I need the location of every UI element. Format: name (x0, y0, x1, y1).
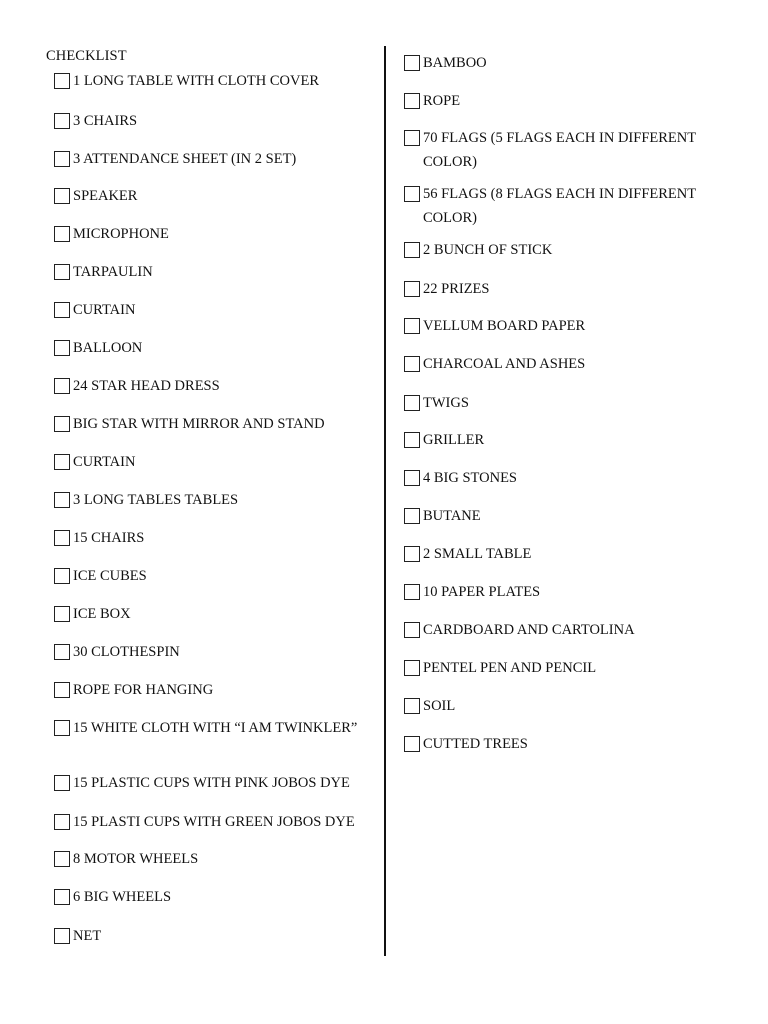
checklist-item[interactable] (54, 927, 382, 948)
checklist-item-label: CHARCOAL AND ASHES (423, 356, 586, 372)
checklist-item-label: SPEAKER (73, 188, 138, 204)
checklist-item[interactable] (54, 339, 382, 360)
checkbox[interactable] (54, 73, 70, 89)
checkbox[interactable] (54, 188, 70, 204)
checkbox[interactable] (54, 340, 70, 356)
checklist-item-label: BALLOON (73, 340, 143, 356)
checklist-item-label: 22 PRIZES (423, 281, 490, 297)
checklist-item-label: 15 PLASTI CUPS WITH GREEN JOBOS DYE (73, 814, 355, 830)
checkbox[interactable] (54, 568, 70, 584)
checklist-item-label: BIG STAR WITH MIRROR AND STAND (73, 416, 325, 432)
checkbox[interactable] (404, 660, 420, 676)
checklist-item-label: ROPE FOR HANGING (73, 682, 214, 698)
checklist-item[interactable] (404, 54, 724, 75)
checkbox[interactable] (54, 302, 70, 318)
checklist-item-label: 3 ATTENDANCE SHEET (IN 2 SET) (73, 151, 297, 167)
checklist-item-label: 15 WHITE CLOTH WITH “I AM TWINKLER” (73, 720, 358, 736)
checkbox[interactable] (404, 395, 420, 411)
checklist-item[interactable] (404, 185, 724, 230)
checklist-item[interactable] (404, 355, 724, 376)
column-divider (384, 46, 386, 956)
checkbox[interactable] (54, 378, 70, 394)
checkbox[interactable] (54, 151, 70, 167)
checklist-item[interactable] (404, 545, 724, 566)
checkbox[interactable] (54, 928, 70, 944)
checklist-item-label: BAMBOO (423, 55, 487, 71)
checklist-item-label: ROPE (423, 93, 461, 109)
checklist-item-label: 15 PLASTIC CUPS WITH PINK JOBOS DYE (73, 775, 350, 791)
checkbox[interactable] (54, 530, 70, 546)
checkbox[interactable] (54, 113, 70, 129)
checklist-item-label: NET (73, 928, 102, 944)
checklist-item[interactable] (404, 469, 724, 490)
checklist-item[interactable] (54, 813, 382, 834)
checklist-item-label: 56 FLAGS (8 FLAGS EACH IN DIFFERENT COLOR) (423, 186, 696, 226)
checkbox[interactable] (54, 775, 70, 791)
checklist-item[interactable] (404, 507, 724, 528)
checklist-item[interactable] (54, 567, 382, 588)
checkbox[interactable] (404, 242, 420, 258)
checklist-item-label: ICE BOX (73, 606, 131, 622)
checklist-item-label: CURTAIN (73, 454, 136, 470)
checklist-item-label: CUTTED TREES (423, 736, 528, 752)
checklist-item[interactable] (54, 605, 382, 626)
checklist-item-label: GRILLER (423, 432, 485, 448)
checklist-item-label: 10 PAPER PLATES (423, 584, 541, 600)
checkbox[interactable] (54, 416, 70, 432)
checklist-item[interactable] (404, 621, 724, 642)
checkbox[interactable] (404, 432, 420, 448)
checkbox[interactable] (404, 622, 420, 638)
checkbox[interactable] (404, 130, 420, 146)
checklist-item-label: TARPAULIN (73, 264, 153, 280)
checklist-item-label: BUTANE (423, 508, 481, 524)
checkbox[interactable] (54, 682, 70, 698)
checklist-item[interactable] (404, 394, 724, 415)
checklist-item-label: ICE CUBES (73, 568, 147, 584)
checklist-item-label: CARDBOARD AND CARTOLINA (423, 622, 635, 638)
checklist-item[interactable] (404, 92, 724, 113)
checklist-item[interactable] (54, 72, 382, 93)
checkbox[interactable] (54, 644, 70, 660)
checkbox[interactable] (404, 186, 420, 202)
checkbox[interactable] (54, 814, 70, 830)
checklist-item-label: TWIGS (423, 395, 469, 411)
checklist-item[interactable] (54, 529, 382, 550)
checklist-item[interactable] (404, 659, 724, 680)
checklist-item-label: 3 CHAIRS (73, 113, 138, 129)
checkbox[interactable] (54, 492, 70, 508)
checkbox[interactable] (404, 470, 420, 486)
checkbox[interactable] (54, 606, 70, 622)
checklist-item-label: 8 MOTOR WHEELS (73, 851, 199, 867)
checkbox[interactable] (404, 546, 420, 562)
checklist-item[interactable] (54, 112, 382, 133)
checklist-item-label: 6 BIG WHEELS (73, 889, 172, 905)
checklist-item[interactable] (404, 317, 724, 338)
checklist-item[interactable] (54, 150, 382, 171)
checklist-item[interactable] (404, 431, 724, 452)
checklist-item[interactable] (54, 643, 382, 664)
checklist-item[interactable] (404, 735, 724, 756)
checklist-item-label: 30 CLOTHESPIN (73, 644, 180, 660)
checklist-item[interactable] (404, 280, 724, 301)
checklist-item-label: PENTEL PEN AND PENCIL (423, 660, 597, 676)
checklist-item-label: CURTAIN (73, 302, 136, 318)
checklist-item[interactable] (404, 583, 724, 604)
checklist-item-label: MICROPHONE (73, 226, 169, 242)
checkbox[interactable] (404, 55, 420, 71)
checklist-item-label: SOIL (423, 698, 456, 714)
checklist-item[interactable] (54, 774, 382, 795)
checkbox[interactable] (54, 264, 70, 280)
checklist-item[interactable] (404, 241, 724, 262)
checklist-item-label: 15 CHAIRS (73, 530, 145, 546)
checkbox[interactable] (404, 736, 420, 752)
checkbox[interactable] (404, 318, 420, 334)
checklist-item[interactable] (54, 888, 382, 909)
checklist-item-label: 4 BIG STONES (423, 470, 517, 486)
checkbox[interactable] (404, 508, 420, 524)
checklist-item-label: 2 SMALL TABLE (423, 546, 532, 562)
checkbox[interactable] (404, 356, 420, 372)
checklist-item[interactable] (54, 377, 382, 398)
checkbox[interactable] (54, 889, 70, 905)
checklist-item[interactable] (54, 301, 382, 322)
checklist-item[interactable] (54, 225, 382, 246)
checklist-item-label: 3 LONG TABLES TABLES (73, 492, 239, 508)
checkbox[interactable] (54, 454, 70, 470)
checkbox[interactable] (54, 226, 70, 242)
checklist-item-label: 2 BUNCH OF STICK (423, 242, 553, 258)
checklist-item[interactable] (404, 129, 724, 174)
checkbox[interactable] (54, 851, 70, 867)
checklist-item-label: 24 STAR HEAD DRESS (73, 378, 220, 394)
checklist-item[interactable] (54, 187, 382, 208)
checkbox[interactable] (404, 584, 420, 600)
checklist-item[interactable] (54, 850, 382, 871)
page-title: CHECKLIST (46, 48, 127, 64)
checklist-item[interactable] (54, 491, 382, 512)
checklist-item[interactable] (54, 453, 382, 474)
checklist-item[interactable] (404, 697, 724, 718)
checklist-item-label: VELLUM BOARD PAPER (423, 318, 586, 334)
checkbox[interactable] (404, 281, 420, 297)
checklist-item[interactable] (54, 263, 382, 284)
checkbox[interactable] (404, 93, 420, 109)
checklist-item[interactable] (54, 681, 382, 702)
checklist-item[interactable] (54, 719, 382, 740)
checklist-item[interactable] (54, 415, 382, 436)
checklist-item-label: 70 FLAGS (5 FLAGS EACH IN DIFFERENT COLOR) (423, 130, 696, 170)
checkbox[interactable] (54, 720, 70, 736)
checklist-item-label: 1 LONG TABLE WITH CLOTH COVER (73, 73, 319, 89)
checkbox[interactable] (404, 698, 420, 714)
